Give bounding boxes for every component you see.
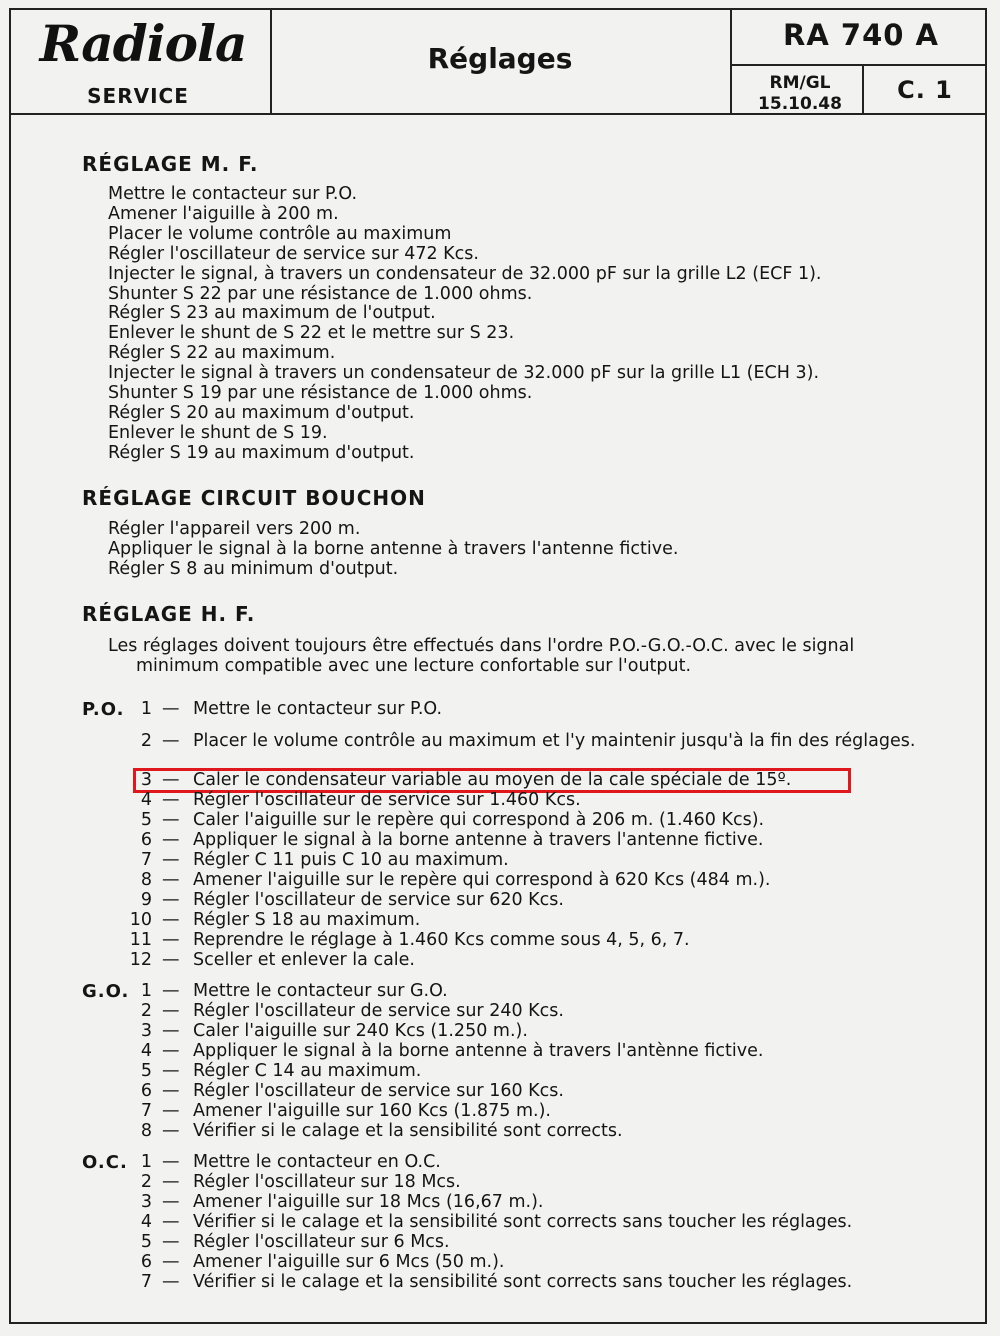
mf-instruction-line: Placer le volume contrôle au maximum <box>108 223 452 244</box>
heading-reglage-mf: RÉGLAGE M. F. <box>82 152 259 176</box>
heading-circuit-bouchon: RÉGLAGE CIRCUIT BOUCHON <box>82 486 426 510</box>
group-label-go: G.O. <box>82 981 130 1002</box>
step-text: Placer le volume contrôle au maximum et l'y maintenir jusqu'à la fin des réglages. <box>193 731 916 751</box>
step-text: Vérifier si le calage et la sensibilité sont corrects. <box>193 1121 623 1141</box>
step-number: 5 <box>140 1232 152 1252</box>
step-text: Vérifier si le calage et la sensibilité sont corrects sans toucher les réglages. <box>193 1272 853 1292</box>
step-dash: — <box>162 1101 180 1121</box>
step-dash: — <box>162 699 180 719</box>
bouchon-instruction-line: Régler l'appareil vers 200 m. <box>108 519 361 539</box>
step-dash: — <box>162 731 180 751</box>
step-number: 7 <box>140 1272 152 1292</box>
step-dash: — <box>162 870 180 890</box>
step-number: 11 <box>129 930 152 950</box>
step-dash: — <box>162 1252 180 1272</box>
mf-instruction-line: Régler S 20 au maximum d'output. <box>108 402 415 423</box>
step-dash: — <box>162 1272 180 1292</box>
mf-instruction-line: Régler S 22 au maximum. <box>108 343 336 364</box>
step-dash: — <box>162 1081 180 1101</box>
step-number: 6 <box>140 1081 152 1101</box>
step-text: Amener l'aiguille sur 6 Mcs (50 m.). <box>193 1252 505 1272</box>
step-dash: — <box>162 890 180 910</box>
step-number: 7 <box>140 850 152 870</box>
mf-instruction-line: Mettre le contacteur sur P.O. <box>108 184 358 204</box>
step-text: Régler l'oscillateur de service sur 160 Kcs. <box>193 1081 564 1101</box>
step-number: 3 <box>140 1021 152 1041</box>
document-date: 15.10.48 <box>758 94 842 114</box>
service-label: SERVICE <box>87 84 189 108</box>
step-text: Caler l'aiguille sur 240 Kcs (1.250 m.). <box>193 1021 528 1041</box>
step-dash: — <box>162 1192 180 1212</box>
step-dash: — <box>162 1021 180 1041</box>
header-divider-right <box>730 8 732 115</box>
step-dash: — <box>162 1121 180 1141</box>
mf-instruction-line: Enlever le shunt de S 22 et le mettre sur S 23. <box>108 323 515 344</box>
step-number: 10 <box>129 910 152 930</box>
step-text: Régler l'oscillateur de service sur 240 Kcs. <box>193 1001 564 1021</box>
heading-reglage-hf: RÉGLAGE H. F. <box>82 602 256 626</box>
step-text: Régler l'oscillateur sur 18 Mcs. <box>193 1172 461 1192</box>
step-number: 4 <box>140 790 152 810</box>
step-dash: — <box>162 1152 180 1172</box>
step-number: 2 <box>140 1172 152 1192</box>
step-text: Régler l'oscillateur sur 6 Mcs. <box>193 1232 450 1252</box>
step-number: 5 <box>140 1061 152 1081</box>
step-dash: — <box>162 1172 180 1192</box>
step-dash: — <box>162 1212 180 1232</box>
step-number: 2 <box>140 1001 152 1021</box>
step-number: 3 <box>140 770 152 790</box>
step-text: Mettre le contacteur sur P.O. <box>193 699 443 719</box>
step-text: Appliquer le signal à la borne antenne à travers l'antenne fictive. <box>193 830 764 850</box>
header-model-rule <box>730 64 987 66</box>
step-dash: — <box>162 1041 180 1061</box>
mf-instruction-line: Régler S 23 au maximum de l'output. <box>108 303 436 324</box>
step-dash: — <box>162 790 180 810</box>
step-dash: — <box>162 1001 180 1021</box>
step-dash: — <box>162 830 180 850</box>
step-text: Vérifier si le calage et la sensibilité sont corrects sans toucher les réglages. <box>193 1212 853 1232</box>
step-dash: — <box>162 1061 180 1081</box>
step-number: 1 <box>140 699 152 719</box>
hf-intro-line-2: minimum compatible avec une lecture confortable sur l'output. <box>136 656 692 676</box>
step-number: 1 <box>140 1152 152 1172</box>
mf-instruction-line: Enlever le shunt de S 19. <box>108 422 328 443</box>
step-text: Sceller et enlever la cale. <box>193 950 415 970</box>
step-text: Régler S 18 au maximum. <box>193 910 421 930</box>
step-number: 2 <box>140 731 152 751</box>
step-dash: — <box>162 810 180 830</box>
mf-instruction-line: Amener l'aiguille à 200 m. <box>108 203 339 224</box>
header-sheet-divider <box>862 64 864 115</box>
model-number: RA 740 A <box>783 18 939 52</box>
step-number: 7 <box>140 1101 152 1121</box>
step-number: 4 <box>140 1041 152 1061</box>
step-dash: — <box>162 930 180 950</box>
step-dash: — <box>162 1232 180 1252</box>
step-number: 8 <box>140 1121 152 1141</box>
step-number: 5 <box>140 810 152 830</box>
step-dash: — <box>162 850 180 870</box>
hf-intro-line-1: Les réglages doivent toujours être effectués dans l'ordre P.O.-G.O.-O.C. avec le signal <box>108 636 855 656</box>
bouchon-instruction-line: Régler S 8 au minimum d'output. <box>108 559 399 579</box>
step-dash: — <box>162 950 180 970</box>
step-text: Reprendre le réglage à 1.460 Kcs comme sous 4, 5, 6, 7. <box>193 930 690 950</box>
step-number: 6 <box>140 1252 152 1272</box>
radiola-logo: Radiola <box>39 14 247 73</box>
step-number: 12 <box>129 950 152 970</box>
step-number: 8 <box>140 870 152 890</box>
step-text: Mettre le contacteur sur G.O. <box>193 981 448 1001</box>
step-dash: — <box>162 770 180 790</box>
hf-intro <box>108 636 928 676</box>
step-dash: — <box>162 981 180 1001</box>
step-text: Caler l'aiguille sur le repère qui correspond à 206 m. (1.460 Kcs). <box>193 810 765 830</box>
step-text: Amener l'aiguille sur 160 Kcs (1.875 m.). <box>193 1101 551 1121</box>
author-initials: RM/GL <box>769 73 831 93</box>
step-text: Amener l'aiguille sur 18 Mcs (16,67 m.). <box>193 1192 544 1212</box>
mf-instruction-line: Régler l'oscillateur de service sur 472 Kcs. <box>108 243 479 264</box>
step-number: 1 <box>140 981 152 1001</box>
sheet-number: C. 1 <box>897 76 953 104</box>
step-text: Régler C 14 au maximum. <box>193 1061 422 1081</box>
mf-instruction-line: Injecter le signal à travers un condensateur de 32.000 pF sur la grille L1 (ECH 3). <box>108 363 820 384</box>
step-text: Caler le condensateur variable au moyen de la cale spéciale de 15º. <box>193 770 792 790</box>
mf-instruction-line: Injecter le signal, à travers un condensateur de 32.000 pF sur la grille L2 (ECF 1). <box>108 263 822 284</box>
group-label-po: P.O. <box>82 699 125 720</box>
step-number: 3 <box>140 1192 152 1212</box>
step-text: Amener l'aiguille sur le repère qui correspond à 620 Kcs (484 m.). <box>193 870 771 890</box>
mf-instruction-line: Shunter S 19 par une résistance de 1.000 ohms. <box>108 383 533 403</box>
step-text: Mettre le contacteur en O.C. <box>193 1152 441 1172</box>
page-title: Réglages <box>427 42 573 75</box>
step-number: 4 <box>140 1212 152 1232</box>
step-number: 6 <box>140 830 152 850</box>
bouchon-instruction-line: Appliquer le signal à la borne antenne à travers l'antenne fictive. <box>108 539 679 559</box>
step-number: 9 <box>140 890 152 910</box>
step-text: Régler l'oscillateur de service sur 1.460 Kcs. <box>193 790 581 810</box>
step-text: Appliquer le signal à la borne antenne à travers l'antènne fictive. <box>193 1041 764 1061</box>
step-text: Régler C 11 puis C 10 au maximum. <box>193 850 509 870</box>
step-text: Régler l'oscillateur de service sur 620 Kcs. <box>193 890 564 910</box>
group-label-oc: O.C. <box>82 1152 128 1173</box>
mf-instruction-line: Shunter S 22 par une résistance de 1.000 ohms. <box>108 283 533 304</box>
step-dash: — <box>162 910 180 930</box>
mf-instruction-line: Régler S 19 au maximum d'output. <box>108 442 415 463</box>
